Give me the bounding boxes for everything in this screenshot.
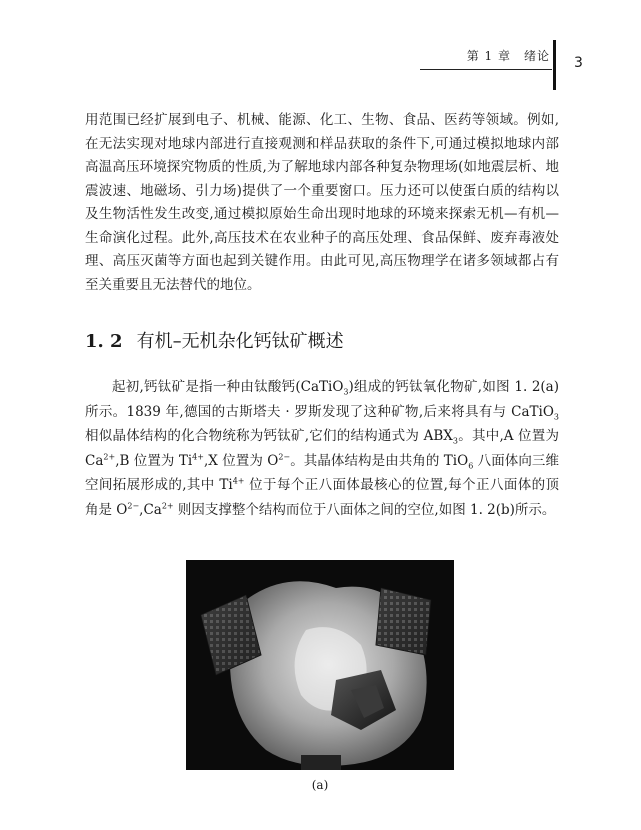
subscript: 3 [553, 412, 559, 422]
figure-caption: (a) [311, 778, 329, 792]
superscript: 2+ [161, 501, 174, 510]
section-number: 1. 2 [85, 331, 123, 352]
text-segment: 则因支撑整个结构而位于八面体之间的空位,如图 1. 2(b)所示。 [173, 501, 556, 518]
text-segment: ,X 位置为 O [203, 452, 279, 469]
paragraph-intro-continued: 用范围已经扩展到电子、机械、能源、化工、生物、食品、医药等领域。例如,在无法实现对地球内部进行直接观测和样品获取的条件下,可通过模拟地球内部高温高压环境探究物质的性质,为了解地球内部各种复杂物理场(如地震层析、地震波速、地磁场、引力场)提供了一个重要窗口。压力还可以使蛋白质的结构以及生物活性发生改变,通过模拟原始生命出现时地球的环境来探索无机—有机—生命演化过程。此外,高压技术在农业种子的高压处理、食品保鲜、废弃毒液处理、高压灭菌等方面也起到关键作用。由此可见,高压物理学在诸多领域都占有至关重要且无法替代的地位。 [85, 112, 559, 293]
running-head: 第 1 章 绪论 [466, 49, 550, 63]
text-segment: 。其中,A 位置为 Ca [85, 428, 559, 469]
subscript: 3 [452, 436, 459, 446]
text-segment: 八面体向三维空间拓展形成的,其中 Ti [85, 452, 559, 493]
text-segment: 。其晶体结构是由共角的 TiO [290, 452, 469, 469]
superscript: 2− [127, 501, 140, 510]
text-segment: 起初,钙钛矿是指一种由钛酸钙(CaTiO [112, 379, 344, 395]
subscript: 6 [468, 461, 474, 471]
superscript: 2− [278, 452, 291, 461]
text-segment: 相似晶体结构的化合物统称为钙钛矿,它们的结构通式为 ABX [85, 428, 453, 444]
section-title: 有机–无机杂化钙钛矿概述 [136, 331, 344, 352]
page-number: 3 [574, 55, 583, 71]
text-segment: 位于每个正八面体最核心的位置,每个正八面体的顶角是 O [85, 477, 559, 518]
superscript: 4+ [232, 476, 245, 486]
header-vertical-bar [553, 40, 556, 90]
section-heading [85, 327, 344, 353]
perovskite-mineral-photo [186, 560, 454, 770]
superscript: 4+ [192, 452, 204, 461]
mineral-illustration [186, 560, 454, 770]
paragraph-perovskite-overview [85, 375, 559, 522]
text-segment: ,Ca [139, 501, 162, 518]
superscript: 2+ [103, 452, 116, 461]
header-rule [420, 69, 552, 70]
text-segment: )组成的钙钛氧化物矿,如图 1. 2(a)所示。1839 年,德国的古斯塔夫 · 罗斯发现了这种矿物,后来将具有与 CaTiO [85, 379, 559, 420]
subscript: 3 [343, 387, 349, 397]
text-segment: ,B 位置为 Ti [115, 452, 193, 469]
